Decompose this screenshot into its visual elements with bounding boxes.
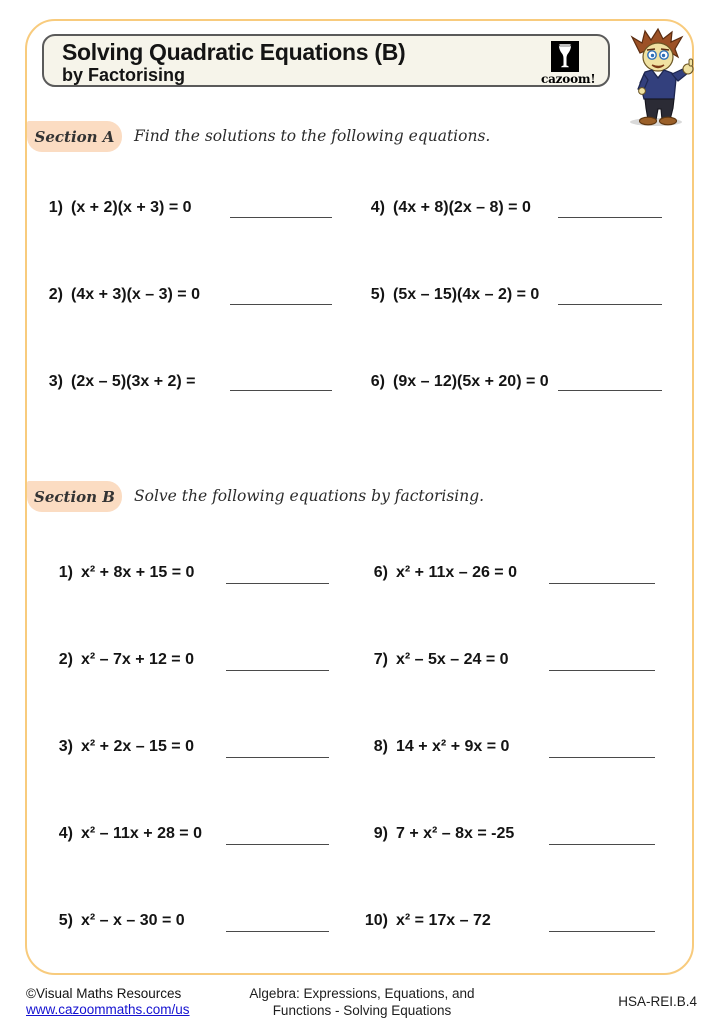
- question-number: 7): [373, 651, 388, 668]
- question-a6: [366, 372, 549, 391]
- question-equation: x² + 8x + 15 = 0: [81, 564, 195, 581]
- cazoom-drum-icon: [551, 41, 579, 72]
- question-number: 5): [58, 912, 73, 929]
- footer-website-link[interactable]: www.cazoommaths.com/us: [26, 1001, 190, 1017]
- section-a-label: Section A: [27, 121, 122, 152]
- question-equation: (5x – 15)(4x – 2) = 0: [393, 286, 540, 303]
- question-number: 3): [48, 373, 63, 390]
- answer-line-b8: [549, 757, 655, 758]
- question-b4: [54, 824, 202, 843]
- footer-topic-line2: Functions - Solving Equations: [272, 1002, 452, 1018]
- answer-line-a1: [230, 217, 332, 218]
- question-a4: [366, 198, 531, 217]
- question-number: 8): [373, 738, 388, 755]
- question-number: 10): [364, 912, 388, 929]
- section-b-instruction: Solve the following equations by factorising.: [134, 487, 485, 505]
- question-b6: [360, 563, 517, 582]
- answer-line-b7: [549, 670, 655, 671]
- footer-copyright: ©Visual Maths Resources: [26, 986, 182, 1001]
- answer-line-b5: [226, 931, 329, 932]
- footer-topic-line1: Algebra: Expressions, Equations, and: [249, 986, 475, 1001]
- question-number: 2): [48, 286, 63, 303]
- section-a-instruction: Find the solutions to the following equations.: [134, 127, 491, 145]
- title-box: [42, 34, 610, 87]
- answer-line-b9: [549, 844, 655, 845]
- question-b9: [360, 824, 514, 843]
- question-equation: (x + 2)(x + 3) = 0: [71, 199, 192, 216]
- answer-line-b3: [226, 757, 329, 758]
- question-equation: x² = 17x – 72: [396, 912, 491, 929]
- question-number: 9): [373, 825, 388, 842]
- answer-line-a6: [558, 390, 662, 391]
- question-b8: [360, 737, 509, 756]
- question-equation: (4x + 3)(x – 3) = 0: [71, 286, 200, 303]
- footer-standard-code: HSA-REI.B.4: [618, 994, 697, 1009]
- question-b5: [54, 911, 185, 930]
- question-equation: x² + 2x – 15 = 0: [81, 738, 194, 755]
- question-a5: [366, 285, 539, 304]
- question-number: 4): [370, 199, 385, 216]
- worksheet-title: Solving Quadratic Equations (B): [62, 39, 406, 65]
- question-number: 1): [48, 199, 63, 216]
- answer-line-a2: [230, 304, 332, 305]
- question-b10: [360, 911, 491, 930]
- cazoom-logo: [541, 41, 596, 86]
- question-equation: x² + 11x – 26 = 0: [396, 564, 517, 581]
- question-equation: (9x – 12)(5x + 20) = 0: [393, 373, 549, 390]
- question-number: 6): [370, 373, 385, 390]
- question-equation: (2x – 5)(3x + 2) =: [71, 373, 196, 390]
- answer-line-b1: [226, 583, 329, 584]
- answer-line-b10: [549, 931, 655, 932]
- question-equation: x² – 7x + 12 = 0: [81, 651, 194, 668]
- question-equation: x² – 11x + 28 = 0: [81, 825, 202, 842]
- answer-line-b2: [226, 670, 329, 671]
- question-number: 4): [58, 825, 73, 842]
- answer-line-b4: [226, 844, 329, 845]
- answer-line-a5: [558, 304, 662, 305]
- answer-line-a4: [558, 217, 662, 218]
- mascot-boy-thumbs-up-icon: [618, 27, 702, 127]
- question-equation: x² – x – 30 = 0: [81, 912, 185, 929]
- question-b2: [54, 650, 194, 669]
- question-equation: 14 + x² + 9x = 0: [396, 738, 510, 755]
- worksheet-subtitle: by Factorising: [62, 65, 186, 85]
- question-a3: [44, 372, 196, 391]
- question-number: 3): [58, 738, 73, 755]
- question-b1: [54, 563, 194, 582]
- question-number: 5): [370, 286, 385, 303]
- question-b7: [360, 650, 509, 669]
- section-b-label: Section B: [27, 481, 122, 512]
- question-equation: (4x + 8)(2x – 8) = 0: [393, 199, 531, 216]
- question-number: 1): [58, 564, 73, 581]
- question-b3: [54, 737, 194, 756]
- answer-line-a3: [230, 390, 332, 391]
- question-equation: x² – 5x – 24 = 0: [396, 651, 509, 668]
- question-number: 2): [58, 651, 73, 668]
- question-number: 6): [373, 564, 388, 581]
- question-a1: [44, 198, 192, 217]
- question-equation: 7 + x² – 8x = -25: [396, 825, 515, 842]
- question-a2: [44, 285, 200, 304]
- answer-line-b6: [549, 583, 655, 584]
- footer-topic: [0, 986, 724, 1019]
- cazoom-logo-text: cazoom!: [541, 72, 596, 86]
